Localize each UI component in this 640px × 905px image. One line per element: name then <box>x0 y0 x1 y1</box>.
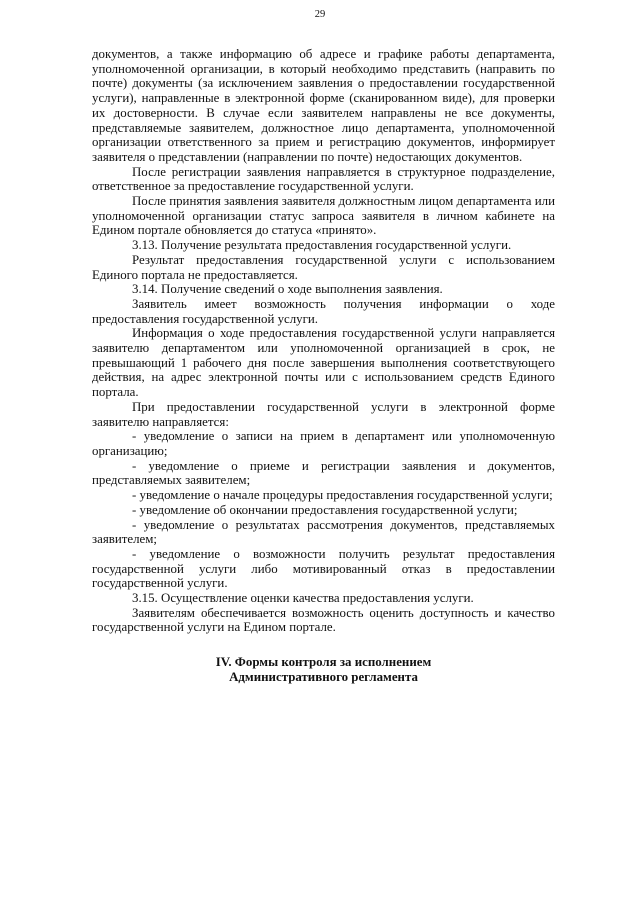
paragraph: - уведомление о начале процедуры предоставления государственной услуги; <box>132 488 553 503</box>
paragraph: - уведомление о возможности получить результат предоставления государственной услуги либо мотивированный отказ в предоставлении государственной услуги. <box>92 546 555 591</box>
section-heading-line-2: Административного регламента <box>229 670 418 685</box>
section-heading-line-1: IV. Формы контроля за исполнением <box>215 655 432 670</box>
paragraph: - уведомление о приеме и регистрации заявления и документов, представляемых заявителем; <box>92 458 555 488</box>
paragraph: 3.14. Получение сведений о ходе выполнения заявления. <box>132 282 443 297</box>
paragraph: При предоставлении государственной услуги в электронной форме заявителю направляется: <box>92 399 555 429</box>
paragraph: Информация о ходе предоставления государственной услуги направляется заявителю департаментом или уполномоченной организацией в срок, не превышающий 1 рабочего дня после завершения выполнения соответствующего действия, на адрес электронной почты или с использованием средств Единого портала. <box>92 326 555 400</box>
paragraph: документов, а также информацию об адресе и графике работы департамента, уполномоченной организации, в который необходимо представить (направить по почте) документы (за исключением заявления о предоставлении государственной услуги), направленные в электронной форме (сканированном виде), для проверки их достоверности. В случае если заявителем направлены не все документы, представляемые заявителем, должностное лицо департамента, уполномоченной организации ответственного за прием и регистрацию документов, информирует заявителя о представлении (направлении по почте) недостающих документов. <box>92 47 555 164</box>
paragraph: - уведомление о результатах рассмотрения документов, представляемых заявителем; <box>92 517 555 547</box>
paragraph-list <box>92 47 555 635</box>
paragraph: - уведомление об окончании предоставления государственной услуги; <box>132 502 518 517</box>
paragraph: После принятия заявления заявителя должностным лицом департамента или уполномоченной организации статус запроса заявителя в личном кабинете на Едином портале обновляется до статуса «принято». <box>92 194 555 238</box>
paragraph: - уведомление о записи на прием в департамент или уполномоченную организацию; <box>92 429 555 458</box>
paragraph: Заявителям обеспечивается возможность оценить доступность и качество государственной услуги на Едином портале. <box>92 605 555 635</box>
paragraph: 3.13. Получение результата предоставления государственной услуги. <box>132 238 512 253</box>
paragraph: После регистрации заявления направляется в структурное подразделение, ответственное за предоставление государственной услуги. <box>92 164 555 194</box>
paragraph: Заявитель имеет возможность получения информации о ходе предоставления государственной услуги. <box>92 296 555 326</box>
paragraph: Результат предоставления государственной услуги с использованием Единого портала не предоставляется. <box>92 252 555 282</box>
page-number: 29 <box>314 9 326 20</box>
section-heading <box>92 655 555 685</box>
paragraph: 3.15. Осуществление оценки качества предоставления услуги. <box>132 591 474 606</box>
document-body <box>92 47 555 685</box>
